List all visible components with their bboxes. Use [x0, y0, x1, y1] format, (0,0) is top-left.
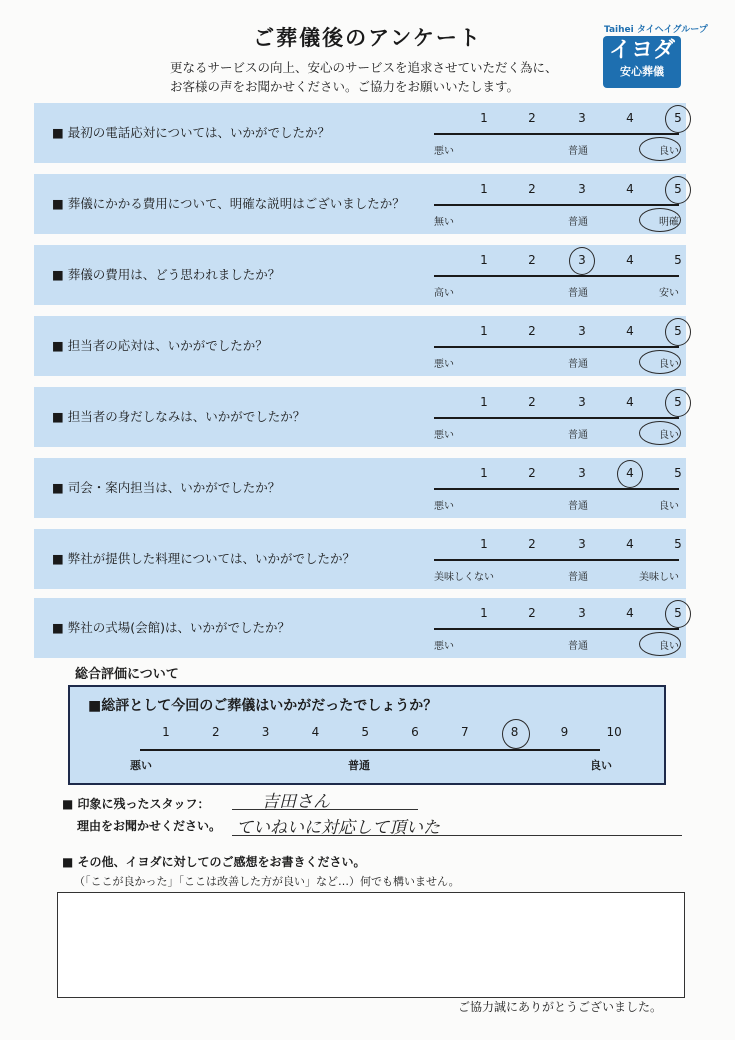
- selected-label-circle: [639, 632, 681, 656]
- rating-option-3[interactable]: 3: [578, 466, 586, 480]
- question-text: ■ 葬儀の費用は、どう思われましたか？: [52, 267, 281, 282]
- rating-option-4[interactable]: 4: [626, 537, 634, 551]
- overall-scale-line: [140, 749, 600, 751]
- staff-value[interactable]: 吉田さん: [262, 792, 330, 812]
- rating-option-4[interactable]: 4: [626, 466, 634, 480]
- rating-option-3[interactable]: 3: [578, 253, 586, 267]
- question-text: ■ 担当者の応対は、いかがでしたか？: [52, 338, 268, 353]
- scale-line: [434, 488, 679, 490]
- scale-mid-label: 普通: [568, 288, 588, 299]
- overall-low-label: 悪い: [130, 759, 152, 772]
- scale-line: [434, 204, 679, 206]
- rating-option-5[interactable]: 5: [674, 324, 682, 338]
- rating-scale[interactable]: [434, 316, 682, 376]
- comments-box[interactable]: [57, 892, 685, 998]
- selected-rating-circle: [665, 176, 691, 204]
- thanks-text: ご協力誠にありがとうございました。: [458, 1000, 663, 1014]
- rating-option-2[interactable]: 2: [528, 606, 536, 620]
- scale-mid-label: 普通: [568, 501, 588, 512]
- rating-option-4[interactable]: 4: [626, 324, 634, 338]
- scale-line: [434, 559, 679, 561]
- rating-option-3[interactable]: 3: [578, 324, 586, 338]
- overall-option-10[interactable]: 10: [606, 725, 622, 739]
- question-row: [34, 316, 686, 376]
- rating-option-2[interactable]: 2: [528, 253, 536, 267]
- question-row: [34, 245, 686, 305]
- overall-option-7[interactable]: 7: [460, 725, 469, 739]
- scale-low-label: 悪い: [434, 146, 454, 157]
- question-row: [34, 103, 686, 163]
- scale-high-label: 安い: [659, 288, 679, 299]
- rating-option-4[interactable]: 4: [626, 606, 634, 620]
- rating-option-4[interactable]: 4: [626, 182, 634, 196]
- overall-selected-circle: [502, 719, 530, 749]
- overall-panel: [68, 685, 666, 785]
- overall-rating-scale[interactable]: [130, 725, 620, 775]
- overall-option-4[interactable]: 4: [311, 725, 320, 739]
- scale-low-label: 悪い: [434, 641, 454, 652]
- selected-label-circle: [639, 137, 681, 161]
- rating-option-3[interactable]: 3: [578, 537, 586, 551]
- scale-line: [434, 628, 679, 630]
- scale-low-label: 美味しくない: [434, 572, 494, 583]
- comments-label: ■ その他、イヨダに対してのご感想をお書きください。: [62, 855, 366, 869]
- scale-line: [434, 275, 679, 277]
- question-text: ■ 最初の電話応対については、いかがでしたか？: [52, 125, 331, 140]
- scale-high-label: 明確: [659, 217, 679, 228]
- rating-option-5[interactable]: 5: [674, 606, 682, 620]
- reason-label: 理由をお聞かせください。: [77, 819, 222, 833]
- rating-option-5[interactable]: 5: [674, 395, 682, 409]
- question-text: ■ 弊社の式場(会館)は、いかがでしたか？: [52, 620, 291, 635]
- scale-low-label: 無い: [434, 217, 454, 228]
- question-row: [34, 458, 686, 518]
- reason-underline: [232, 835, 682, 836]
- scale-high-label: 良い: [659, 146, 679, 157]
- logo-group-text: Taihei タイヘイグループ: [604, 25, 708, 35]
- overall-question: ■総評として今回のご葬儀はいかがだったでしょうか？: [88, 698, 438, 714]
- question-text: ■ 弊社が提供した料理については、いかがでしたか？: [52, 551, 356, 566]
- rating-option-2[interactable]: 2: [528, 324, 536, 338]
- rating-option-1[interactable]: 1: [480, 253, 488, 267]
- selected-label-circle: [639, 421, 681, 445]
- overall-high-label: 良い: [590, 759, 612, 772]
- rating-option-5[interactable]: 5: [674, 537, 682, 551]
- rating-option-1[interactable]: 1: [480, 182, 488, 196]
- scale-high-label: 美味しい: [639, 572, 679, 583]
- rating-option-3[interactable]: 3: [578, 606, 586, 620]
- rating-option-5[interactable]: 5: [674, 466, 682, 480]
- company-logo: [603, 36, 681, 88]
- staff-label: ■ 印象に残ったスタッフ：: [62, 797, 210, 811]
- question-row: [34, 387, 686, 447]
- rating-option-2[interactable]: 2: [528, 111, 536, 125]
- selected-rating-circle: [617, 460, 643, 488]
- selected-rating-circle: [665, 105, 691, 133]
- rating-option-2[interactable]: 2: [528, 537, 536, 551]
- scale-line: [434, 346, 679, 348]
- rating-option-1[interactable]: 1: [480, 395, 488, 409]
- scale-line: [434, 417, 679, 419]
- scale-low-label: 高い: [434, 288, 454, 299]
- overall-section-label: 総合評価について: [75, 667, 179, 682]
- scale-mid-label: 普通: [568, 217, 588, 228]
- rating-option-1[interactable]: 1: [480, 324, 488, 338]
- scale-mid-label: 普通: [568, 641, 588, 652]
- question-row: [34, 529, 686, 589]
- overall-option-6[interactable]: 6: [411, 725, 419, 739]
- rating-option-2[interactable]: 2: [528, 466, 536, 480]
- intro-line-2: お客様の声をお聞かせください。ご協力をお願いいたします。: [170, 79, 520, 94]
- overall-option-2[interactable]: 2: [211, 725, 220, 739]
- scale-mid-label: 普通: [568, 572, 588, 583]
- rating-option-3[interactable]: 3: [578, 395, 586, 409]
- scale-mid-label: 普通: [568, 359, 588, 370]
- rating-option-4[interactable]: 4: [626, 111, 634, 125]
- overall-option-8[interactable]: 8: [510, 725, 519, 739]
- comments-note: （「ここが良かった」「ここは改善した方が良い」など…）何でも構いません。: [74, 875, 460, 888]
- scale-high-label: 良い: [659, 641, 679, 652]
- selected-rating-circle: [569, 247, 595, 275]
- rating-option-1[interactable]: 1: [480, 111, 488, 125]
- logo-main-text: イヨダ: [608, 38, 675, 63]
- rating-option-5[interactable]: 5: [674, 253, 682, 267]
- rating-option-4[interactable]: 4: [626, 395, 634, 409]
- rating-option-2[interactable]: 2: [528, 395, 536, 409]
- staff-underline: [232, 809, 418, 810]
- rating-option-1[interactable]: 1: [480, 537, 488, 551]
- selected-label-circle: [639, 208, 681, 232]
- intro-line-1: 更なるサービスの向上、安心のサービスを追求させていただく為に、: [170, 60, 558, 75]
- scale-mid-label: 普通: [568, 430, 588, 441]
- overall-mid-label: 普通: [348, 759, 370, 772]
- rating-option-1[interactable]: 1: [480, 606, 488, 620]
- question-text: ■ 司会・案内担当は、いかがでしたか？: [52, 480, 281, 495]
- rating-scale[interactable]: [434, 387, 682, 447]
- selected-rating-circle: [665, 600, 691, 628]
- intro-text: [170, 58, 558, 96]
- rating-option-4[interactable]: 4: [626, 253, 634, 267]
- scale-low-label: 悪い: [434, 359, 454, 370]
- scale-high-label: 良い: [659, 430, 679, 441]
- rating-option-5[interactable]: 5: [674, 182, 682, 196]
- rating-option-5[interactable]: 5: [674, 111, 682, 125]
- page-title: ご葬儀後のアンケート: [253, 26, 482, 50]
- selected-label-circle: [639, 350, 681, 374]
- question-row: [34, 174, 686, 234]
- rating-option-1[interactable]: 1: [480, 466, 488, 480]
- selected-rating-circle: [665, 389, 691, 417]
- scale-low-label: 悪い: [434, 501, 454, 512]
- overall-option-3[interactable]: 3: [261, 725, 270, 739]
- rating-scale[interactable]: [434, 103, 682, 163]
- overall-option-5[interactable]: 5: [361, 725, 369, 739]
- selected-rating-circle: [665, 318, 691, 346]
- rating-scale[interactable]: [434, 598, 682, 658]
- scale-high-label: 良い: [659, 501, 679, 512]
- rating-option-2[interactable]: 2: [528, 182, 536, 196]
- question-text: ■ 葬儀にかかる費用について、明確な説明はございましたか？: [52, 196, 405, 211]
- rating-scale[interactable]: [434, 174, 682, 234]
- rating-scale[interactable]: [434, 529, 682, 589]
- rating-scale[interactable]: [434, 245, 682, 305]
- overall-option-9[interactable]: 9: [560, 725, 569, 739]
- scale-mid-label: 普通: [568, 146, 588, 157]
- scale-low-label: 悪い: [434, 430, 454, 441]
- reason-value[interactable]: ていねいに対応して頂いた: [236, 818, 440, 838]
- rating-scale[interactable]: [434, 458, 682, 518]
- rating-option-3[interactable]: 3: [578, 111, 586, 125]
- scale-line: [434, 133, 679, 135]
- logo-sub-text: 安心葬儀: [620, 65, 664, 78]
- question-row: [34, 598, 686, 658]
- overall-option-1[interactable]: 1: [162, 725, 170, 739]
- scale-high-label: 良い: [659, 359, 679, 370]
- rating-option-3[interactable]: 3: [578, 182, 586, 196]
- question-text: ■ 担当者の身だしなみは、いかがでしたか？: [52, 409, 306, 424]
